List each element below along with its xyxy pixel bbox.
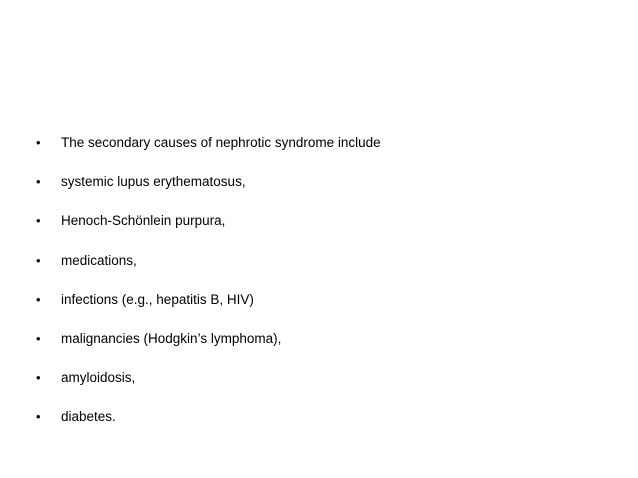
bullet-icon: • (36, 370, 41, 386)
bullet-icon: • (36, 135, 41, 150)
bullet-icon: • (36, 252, 41, 268)
bullet-text: The secondary causes of nephrotic syndrome include (61, 135, 381, 150)
bullet-text: amyloidosis, (61, 370, 136, 386)
bullet-text: infections (e.g., hepatitis B, HIV) (61, 291, 254, 307)
bullet-icon: • (36, 291, 41, 307)
bullet-text: medications, (61, 252, 137, 268)
bullet-icon: • (36, 330, 41, 346)
bullet-icon: • (36, 409, 41, 425)
bullet-text: Henoch-Schönlein purpura, (61, 213, 226, 229)
bullet-text: diabetes. (61, 409, 116, 425)
bullet-text: malignancies (Hodgkin’s lymphoma), (61, 330, 282, 346)
bullet-icon: • (36, 213, 41, 229)
bullet-text: systemic lupus erythematosus, (61, 174, 246, 190)
bullet-icon: • (36, 174, 41, 190)
